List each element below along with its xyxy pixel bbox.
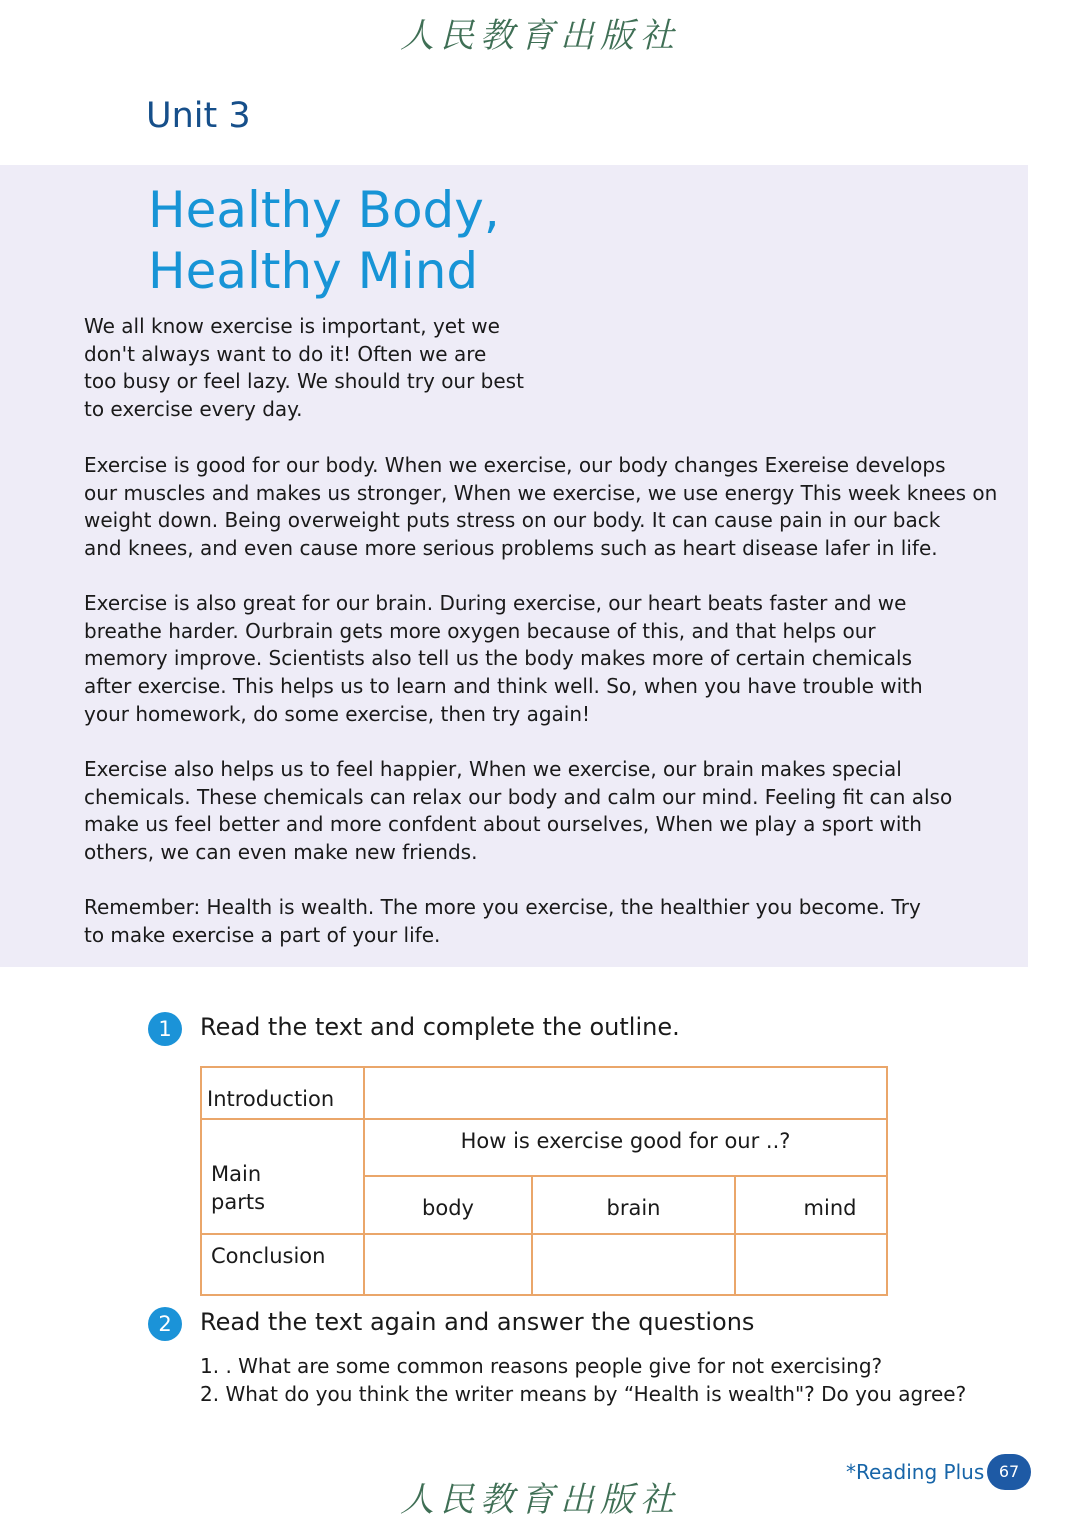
- table-rule: [200, 1118, 888, 1120]
- paragraph-line: weight down. Being overweight puts stress on our body. It can cause pain in our back: [84, 508, 941, 533]
- exercise-2-instruction: Read the text again and answer the questions: [200, 1308, 755, 1336]
- paragraph-line: your homework, do some exercise, then try again!: [84, 701, 591, 726]
- paragraph-conclusion: [84, 894, 921, 949]
- paragraph-line: Remember: Health is wealth. The more you exercise, the healthier you become. Try: [84, 895, 921, 919]
- paragraph-line: after exercise. This helps us to learn and think well. So, when you have trouble with: [84, 674, 923, 699]
- cell-main-parts-line: parts: [211, 1190, 266, 1214]
- body-conclusion-answer-cell[interactable]: [365, 1235, 531, 1294]
- cell-conclusion: Conclusion: [211, 1244, 326, 1268]
- paragraph-line: don't always want to do it! Often we are: [84, 341, 487, 366]
- table-border-bottom: [200, 1294, 888, 1296]
- paragraph-mind: [84, 756, 952, 867]
- cell-mind: mind: [803, 1196, 857, 1220]
- paragraph-line: to exercise every day.: [84, 397, 303, 422]
- introduction-answer-cell[interactable]: [365, 1068, 886, 1118]
- paragraph-line: Exercise is good for our body. When we exercise, our body changes Exereise develops: [84, 453, 946, 477]
- unit-label: Unit 3: [146, 96, 251, 136]
- question-item: 1. . What are some common reasons people give for not exercising?: [200, 1354, 883, 1378]
- exercise-1-instruction: Read the text and complete the outline.: [200, 1013, 680, 1041]
- paragraph-line: others, we can even make new friends.: [84, 840, 478, 865]
- page-number-badge: 67: [987, 1454, 1031, 1490]
- cell-question: How is exercise good for our ..?: [460, 1129, 791, 1153]
- exercise-2-number-badge: 2: [148, 1307, 182, 1341]
- paragraph-brain: [84, 590, 923, 729]
- paragraph-line: chemicals. These chemicals can relax our body and calm our mind. Feeling fit can also: [84, 784, 953, 809]
- paragraph-line: too busy or feel lazy. We should try our best: [84, 369, 524, 394]
- exercise-1-number-badge: 1: [148, 1012, 182, 1046]
- title-line-1: Healthy Body,: [148, 181, 500, 239]
- paragraph-body: [84, 452, 997, 563]
- question-item: 2. What do you think the writer means by “Health is wealth"? Do you agree?: [200, 1382, 967, 1406]
- table-border-left: [200, 1066, 202, 1296]
- mind-conclusion-answer-cell[interactable]: [736, 1235, 886, 1294]
- publisher-logo-top: 人民教育出版社: [400, 16, 680, 56]
- table-border-right: [886, 1066, 888, 1296]
- paragraph-line: We all know exercise is important, yet we: [84, 314, 500, 338]
- cell-main-parts-line: Main: [211, 1162, 262, 1186]
- cell-brain: brain: [606, 1196, 661, 1220]
- outline-table: [200, 1066, 888, 1296]
- paragraph-line: Exercise is also great for our brain. During exercise, our heart beats faster and we: [84, 591, 907, 615]
- paragraph-line: breathe harder. Ourbrain gets more oxygen because of this, and that helps our: [84, 618, 876, 643]
- paragraph-intro: [84, 313, 524, 424]
- paragraph-line: and knees, and even cause more serious problems such as heart disease lafer in life.: [84, 536, 938, 561]
- paragraph-line: to make exercise a part of your life.: [84, 922, 441, 947]
- page-title: [148, 180, 500, 302]
- paragraph-line: memory improve. Scientists also tell us the body makes more of certain chemicals: [84, 646, 913, 671]
- footer-section-label: *Reading Plus: [846, 1460, 985, 1484]
- paragraph-line: Exercise also helps us to feel happier, When we exercise, our brain makes special: [84, 757, 902, 781]
- cell-main-parts: [211, 1160, 265, 1216]
- cell-introduction: Introduction: [207, 1087, 335, 1111]
- paragraph-line: make us feel better and more confdent about ourselves, When we play a sport with: [84, 812, 922, 837]
- title-line-2: Healthy Mind: [148, 242, 479, 300]
- cell-body: body: [422, 1196, 474, 1220]
- question-list: [200, 1352, 966, 1408]
- publisher-logo-bottom: 人民教育出版社: [400, 1480, 680, 1520]
- table-rule: [363, 1175, 888, 1177]
- brain-conclusion-answer-cell[interactable]: [533, 1235, 734, 1294]
- paragraph-line: our muscles and makes us stronger, When we exercise, we use energy This week knees on: [84, 480, 998, 505]
